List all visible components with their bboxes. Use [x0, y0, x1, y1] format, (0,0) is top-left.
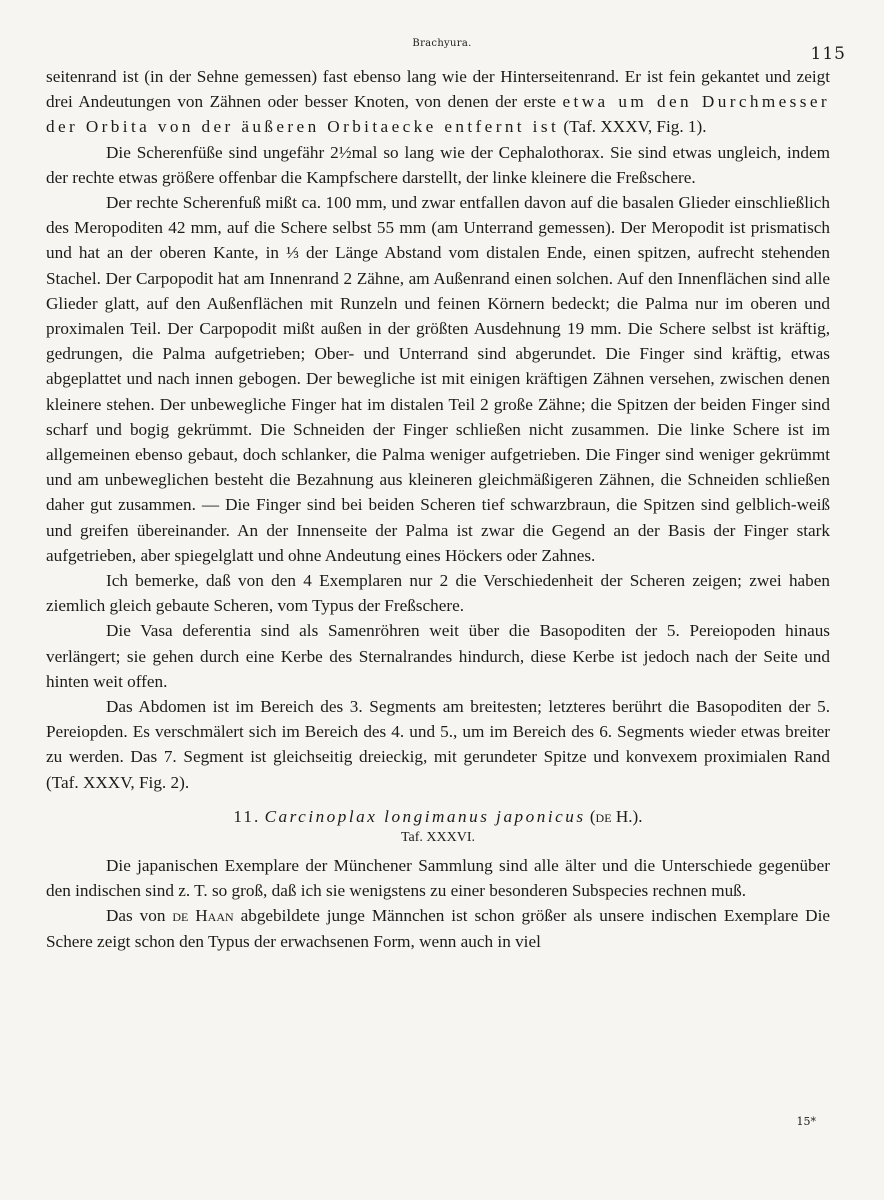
running-title: Brachyura. — [412, 38, 472, 49]
section-heading — [46, 805, 830, 829]
plate-reference: Taf. XXXVI. — [400, 829, 476, 845]
paragraph-8-text-end: abgebildete junge Männchen ist schon größer als unsere indischen Exemplare Die Schere zeigt schon den Typus der erwachsenen Form, wenn auch in viel — [46, 906, 830, 951]
page-number: 115 — [810, 44, 846, 64]
paragraph-8 — [46, 903, 830, 953]
paragraph-1-reference: (Taf. XXXV, Fig. 1). — [559, 117, 707, 137]
signature-mark: 15* — [796, 1115, 816, 1128]
section-number: 11. — [233, 806, 261, 826]
body-text — [46, 64, 830, 954]
paragraph-2: Die Scherenfüße sind ungefähr 2½mal so lang wie der Cephalothorax. Sie sind etwas ungleich, indem der rechte etwas größere offenbar die Kampfschere darstellt, der linke kleinere die Freßschere. — [46, 142, 830, 187]
species-author: (de H.). — [589, 806, 643, 826]
paragraph-8-text-start: Das von — [106, 906, 173, 926]
species-name: Carcinoplax longimanus japonicus — [264, 806, 586, 826]
paragraph-1-text: seitenrand ist (in der Sehne gemessen) fast ebenso lang wie der Hinterseitenrand. Er ist fein gekantet und zeigt drei Andeutungen von Zähnen oder besser Knoten, von denen der erste — [46, 67, 830, 112]
paragraph-5: Die Vasa deferentia sind als Samenröhren weit über die Basopoditen der 5. Pereiopoden hinaus verlängert; sie gehen durch eine Kerbe des Sternalrandes hindurch, diese Kerbe ist jedoch nach der Seite und hinten weit offen. — [46, 621, 830, 691]
paragraph-1 — [46, 64, 830, 140]
paragraph-1-emphasis: etwa um den Durchmesser der Orbita von der äußeren Orbitaecke entfernt ist — [46, 92, 831, 137]
paragraph-3: Der rechte Scherenfuß mißt ca. 100 mm, und zwar entfallen davon auf die basalen Glieder einschließlich des Meropoditen 42 mm, auf die Schere selbst 55 mm (am Unterrand gemessen). Der Meropodit ist prismatisch und hat an der oberen Kante, in ⅓ der Länge Abstand vom distalen Ende, einen spitzen, aufrecht stehenden Stachel. Der Carpopodit hat am Innenrand 2 Zähne, am Außenrand einen solchen. Auf den Innenflächen sind alle Glieder glatt, auf den Außenflächen mit Runzeln und feinen Körnern bedeckt; die Palma nur im oberen und proximalen Teil. Der Carpopodit mißt außen in der größten Ausdehnung 19 mm. Die Schere selbst ist kräftig, gedrungen, die Palma aufgetrieben; Ober- und Unterrand sind abgerundet. Die Finger sind kräftig, etwas abgeplattet und nach innen gebogen. Der bewegliche ist mit einigen kräftigen Zähnen versehen, zwischen denen kleinere stehen. Der unbewegliche Finger hat im distalen Teil 2 große Zähne; die Spitzen der beiden Finger sind scharf und bogig gekrümmt. Die Schneiden der Finger schließen nicht zusammen. Die linke Schere ist im allgemeinen ebenso gebaut, doch schlanker, die Palma weniger aufgetrieben. Die Finger sind weniger gekrümmt und am unbeweglichen besteht die Bezahnung aus kleineren gleichmäßigeren Zähnen, die Schneiden schließen daher gut zusammen. — Die Finger sind bei beiden Scheren tief schwarzbraun, die Spitzen sind gelblich-weiß und greifen übereinander. An der Innenseite der Palma ist zwar die Gegend an der Basis der Finger stark aufgetrieben, aber spiegelglatt und ohne Andeutung eines Höckers oder Zahnes. — [46, 193, 830, 565]
paragraph-6: Das Abdomen ist im Bereich des 3. Segments am breitesten; letzteres berührt die Basopoditen der 5. Pereiopden. Es verschmälert sich im Bereich des 4. und 5., um im Bereich des 6. Segments wieder etwas breiter zu werden. Das 7. Segment ist gleichseitig dreieckig, mit gerundeter Spitze und konvexem proximialen Rand (Taf. XXXV, Fig. 2). — [46, 697, 830, 792]
author-name: de Haan — [172, 906, 234, 926]
paragraph-7: Die japanischen Exemplare der Münchener Sammlung sind alle älter und die Unterschiede gegenüber den indischen sind z. T. so groß, daß ich sie wenigstens zu einer besonderen Subspecies rechnen muß. — [46, 855, 830, 901]
paragraph-4: Ich bemerke, daß von den 4 Exemplaren nur 2 die Verschiedenheit der Scheren zeigen; zwei haben ziemlich gleich gebaute Scheren, vom Typus der Freßschere. — [46, 571, 830, 616]
